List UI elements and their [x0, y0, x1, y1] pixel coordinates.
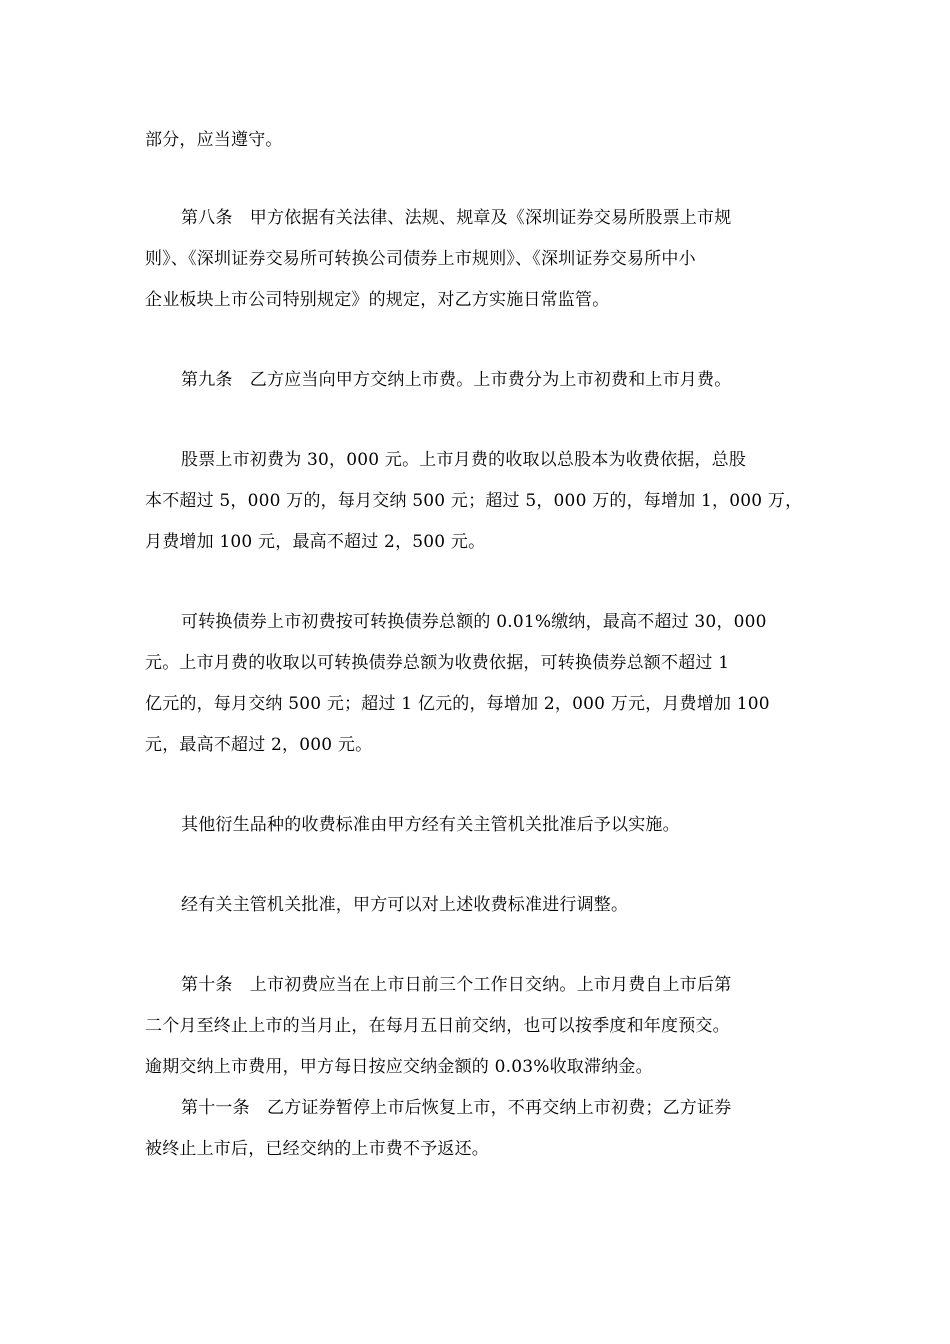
stock-fee-line-2: 本不超过 5，000 万的，每月交纳 500 元；超过 5，000 万的，每增加 1，000 万， — [145, 491, 803, 511]
paragraph-continuation-line: 部分，应当遵守。 — [145, 130, 283, 150]
derivatives-fee-line: 其他衍生品种的收费标准由甲方经有关主管机关批准后予以实施。 — [181, 815, 680, 835]
article-10-line-2: 二个月至终止上市的当月止，在每月五日前交纳，也可以按季度和年度预交。 — [145, 1016, 730, 1036]
article-10-line-3: 逾期交纳上市费用，甲方每日按应交纳金额的 0.03%收取滞纳金。 — [145, 1057, 653, 1077]
stock-fee-line-3: 月费增加 100 元，最高不超过 2，500 元。 — [145, 532, 486, 552]
article-8-line-2: 则》、《深圳证券交易所可转换公司债券上市规则》、《深圳证券交易所中小 — [145, 249, 696, 269]
bond-fee-line-1: 可转换债券上市初费按可转换债券总额的 0.01%缴纳，最高不超过 30，000 — [181, 612, 767, 632]
article-8-line-3: 企业板块上市公司特别规定》的规定，对乙方实施日常监管。 — [145, 290, 610, 310]
article-11-line-2: 被终止上市后，已经交纳的上市费不予返还。 — [145, 1139, 489, 1159]
article-10-line-1: 第十条 上市初费应当在上市日前三个工作日交纳。上市月费自上市后第 — [181, 975, 732, 995]
article-11-line-1: 第十一条 乙方证券暂停上市后恢复上市，不再交纳上市初费；乙方证券 — [181, 1098, 732, 1118]
fee-adjustment-line: 经有关主管机关批准，甲方可以对上述收费标准进行调整。 — [181, 895, 629, 915]
bond-fee-line-4: 元，最高不超过 2，000 元。 — [145, 735, 373, 755]
stock-fee-line-1: 股票上市初费为 30，000 元。上市月费的收取以总股本为收费依据，总股 — [181, 450, 747, 470]
article-9-line-1: 第九条 乙方应当向甲方交纳上市费。上市费分为上市初费和上市月费。 — [181, 370, 732, 390]
bond-fee-line-2: 元。上市月费的收取以可转换债券总额为收费依据，可转换债券总额不超过 1 — [145, 653, 730, 673]
bond-fee-line-3: 亿元的，每月交纳 500 元；超过 1 亿元的，每增加 2，000 万元，月费增加 100 — [145, 694, 770, 714]
article-8-line-1: 第八条 甲方依据有关法律、法规、规章及《深圳证券交易所股票上市规 — [181, 208, 732, 228]
